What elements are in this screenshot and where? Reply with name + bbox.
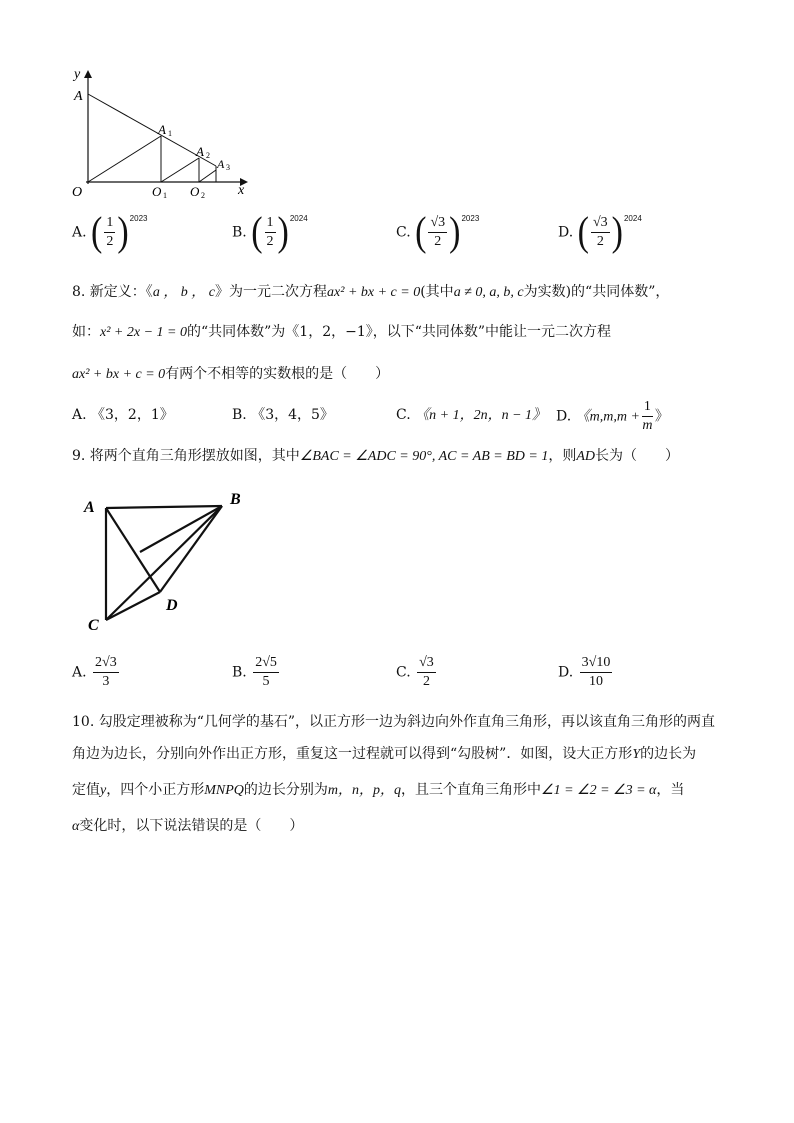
q10-text: ，四个小正方形 <box>106 782 205 798</box>
fraction-numerator: 2√5 <box>253 654 279 673</box>
segment-BC <box>106 506 222 620</box>
q10-text: 角边为边长，分别向外作出正方形，重复这一过程就可以得到“勾股树”．如图，设大正方形 <box>72 746 633 762</box>
fraction-numerator: 3√10 <box>580 654 613 673</box>
label-O1: O <box>152 184 162 199</box>
q8-option-c[interactable] <box>396 404 546 424</box>
q8-line-3 <box>72 364 389 385</box>
fraction-numerator: 2√3 <box>93 654 119 673</box>
label-x: x <box>238 183 245 198</box>
option-letter: C. <box>396 664 411 681</box>
q10-text: 变化时，以下说法错误的是（ ） <box>79 818 304 834</box>
q8-condition: a ≠ 0, a, b, c <box>453 285 524 300</box>
label-O1-sub: 1 <box>163 191 167 200</box>
label-A2-sub: 2 <box>206 151 210 160</box>
q8-equation: ax² + bx + c = 0 <box>72 367 166 382</box>
label-A2: A <box>196 144 204 159</box>
figure-coordinate-triangles <box>66 64 256 200</box>
label-A1: A <box>158 122 166 137</box>
label-y: y <box>74 67 81 82</box>
q10-alpha: α <box>72 819 80 834</box>
label-O2-sub: 2 <box>201 191 205 200</box>
q9-stem <box>72 446 679 467</box>
label-D: D <box>166 597 178 614</box>
fraction <box>93 654 119 691</box>
label-A3: A <box>217 157 225 171</box>
segment-BD <box>160 506 222 592</box>
q10-text: ，当 <box>656 782 685 798</box>
segment-AB <box>106 506 222 508</box>
q8-text: 如： <box>72 324 100 340</box>
option-letter: B. <box>232 664 247 681</box>
q10-line-3 <box>72 780 684 801</box>
option-text: 《m,m,m + <box>575 409 640 425</box>
option-letter: A. <box>72 224 87 241</box>
option-text: 《n + 1，2n，n − 1》 <box>415 408 547 423</box>
label-B: B <box>230 491 241 508</box>
q7-option-c[interactable] <box>396 209 480 255</box>
q9-condition: ∠BAC = ∠ADC = 90°, AC = AB = BD = 1 <box>299 449 549 464</box>
q8-text: 有两个不相等的实数根的是（ ） <box>165 366 390 382</box>
q9-option-a[interactable] <box>72 654 121 691</box>
q9-option-b[interactable] <box>232 654 281 691</box>
q10-vars: m，n，p，q <box>327 783 402 798</box>
fraction-denominator: 5 <box>262 674 270 689</box>
label-C: C <box>88 617 99 634</box>
fraction-numerator: √3 <box>428 214 447 233</box>
fraction-denominator: 2 <box>266 234 274 249</box>
power-expression: ( $\frac{√3}{2}$ ) 2024 <box>577 209 642 255</box>
q7-option-b[interactable] <box>232 209 308 255</box>
q8-text: (其中 <box>420 284 454 300</box>
fraction-denominator: 2 <box>106 234 114 249</box>
line-O1-A2 <box>161 158 199 182</box>
q8-option-b[interactable] <box>232 404 334 424</box>
option-letter: B. <box>232 407 247 423</box>
q8-text: 》为一元二次方程 <box>215 284 328 300</box>
segment-AD <box>106 508 160 592</box>
power-expression: ( $\frac{√3}{2}$ ) 2023 <box>415 209 480 255</box>
q7-option-a[interactable] <box>72 209 148 255</box>
q8-line-2 <box>72 322 611 343</box>
option-text: 》 <box>654 408 669 425</box>
q10-text: 10. 勾股定理被称为“几何学的基石”，以正方形一边为斜边向外作直角三角形，再以该直角三角形的两直 <box>72 714 716 730</box>
fraction-denominator: 2 <box>434 234 442 249</box>
option-letter: D. <box>558 664 574 681</box>
fraction-denominator: 2 <box>596 234 604 249</box>
segment-CD <box>106 592 160 620</box>
line-O2-A3 <box>199 170 216 182</box>
q9-text: ，则 <box>548 448 577 464</box>
q10-text: 定值 <box>72 782 100 798</box>
q8-vars: a ， b ， c <box>152 285 216 300</box>
q9-option-d[interactable] <box>558 654 614 691</box>
option-letter: C. <box>396 224 411 241</box>
fraction-numerator: √3 <box>591 214 610 233</box>
q10-text: 的边长分别为 <box>243 782 328 798</box>
label-A: A <box>84 499 95 516</box>
q7-option-d[interactable] <box>558 209 642 255</box>
fraction-denominator: 10 <box>588 674 603 689</box>
option-letter: A. <box>72 664 87 681</box>
option-letter: D. <box>556 408 572 425</box>
q8-text: 8. 新定义：《 <box>72 284 153 300</box>
power-expression: ( $\frac{1}{2}$ ) 2023 <box>91 209 148 255</box>
fraction <box>417 654 436 691</box>
q8-text: 为实数)的“共同体数”， <box>523 284 670 300</box>
figure-two-right-triangles <box>80 486 260 636</box>
fraction-numerator: 1 <box>104 214 115 233</box>
q10-angles: ∠1 = ∠2 = ∠3 = α <box>541 783 657 798</box>
label-O: O <box>72 185 83 200</box>
label-O2: O <box>190 184 200 199</box>
fraction-numerator: √3 <box>417 654 436 673</box>
q10-var-y: y <box>100 783 107 798</box>
exponent: 2023 <box>461 214 480 223</box>
option-letter: B. <box>232 224 247 241</box>
q9-segment: AD <box>576 449 596 464</box>
fraction-denominator: 2 <box>422 674 430 689</box>
q10-line-4 <box>72 816 303 837</box>
q8-example-equation: x² + 2x − 1 = 0 <box>100 325 187 340</box>
label-A: A <box>74 89 83 104</box>
q10-square-Y: Y <box>632 747 641 762</box>
exponent: 2023 <box>129 214 148 223</box>
option-text: 《3，4，5》 <box>251 407 334 423</box>
q10-text: 的边长为 <box>640 746 697 762</box>
fraction <box>642 398 653 435</box>
q8-option-a[interactable] <box>72 404 174 424</box>
fraction-numerator: 1 <box>265 214 276 233</box>
exponent: 2024 <box>623 214 642 223</box>
q9-text: 9. 将两个直角三角形摆放如图，其中 <box>72 448 300 464</box>
y-axis-arrow <box>84 70 92 78</box>
fraction-numerator: 1 <box>642 398 653 417</box>
line-O-A1 <box>88 136 161 182</box>
power-expression: ( $\frac{1}{2}$ ) 2024 <box>251 209 308 255</box>
q10-text: ，且三个直角三角形中 <box>401 782 542 798</box>
q10-squares: MNPQ <box>204 783 244 798</box>
fraction-denominator: 3 <box>102 674 110 689</box>
q8-line-1 <box>72 282 669 303</box>
exponent: 2024 <box>289 214 308 223</box>
q8-equation: ax² + bx + c = 0 <box>327 285 421 300</box>
q10-line-1 <box>72 712 715 732</box>
fraction-denominator: m <box>642 418 653 433</box>
fraction <box>253 654 279 691</box>
q10-line-2 <box>72 744 696 765</box>
option-text: 《3，2，1》 <box>91 407 174 423</box>
q8-option-d[interactable] <box>556 398 669 435</box>
label-A3-sub: 3 <box>226 163 230 172</box>
q9-option-c[interactable] <box>396 654 438 691</box>
option-letter: A. <box>72 407 87 423</box>
q8-text: 的“共同体数”为《1，2，−1》，以下“共同体数”中能让一元二次方程 <box>186 324 612 340</box>
option-letter: C. <box>396 407 411 423</box>
fraction <box>580 654 613 691</box>
option-letter: D. <box>558 224 574 241</box>
label-A1-sub: 1 <box>168 129 172 138</box>
q9-text: 长为（ ） <box>595 448 680 464</box>
